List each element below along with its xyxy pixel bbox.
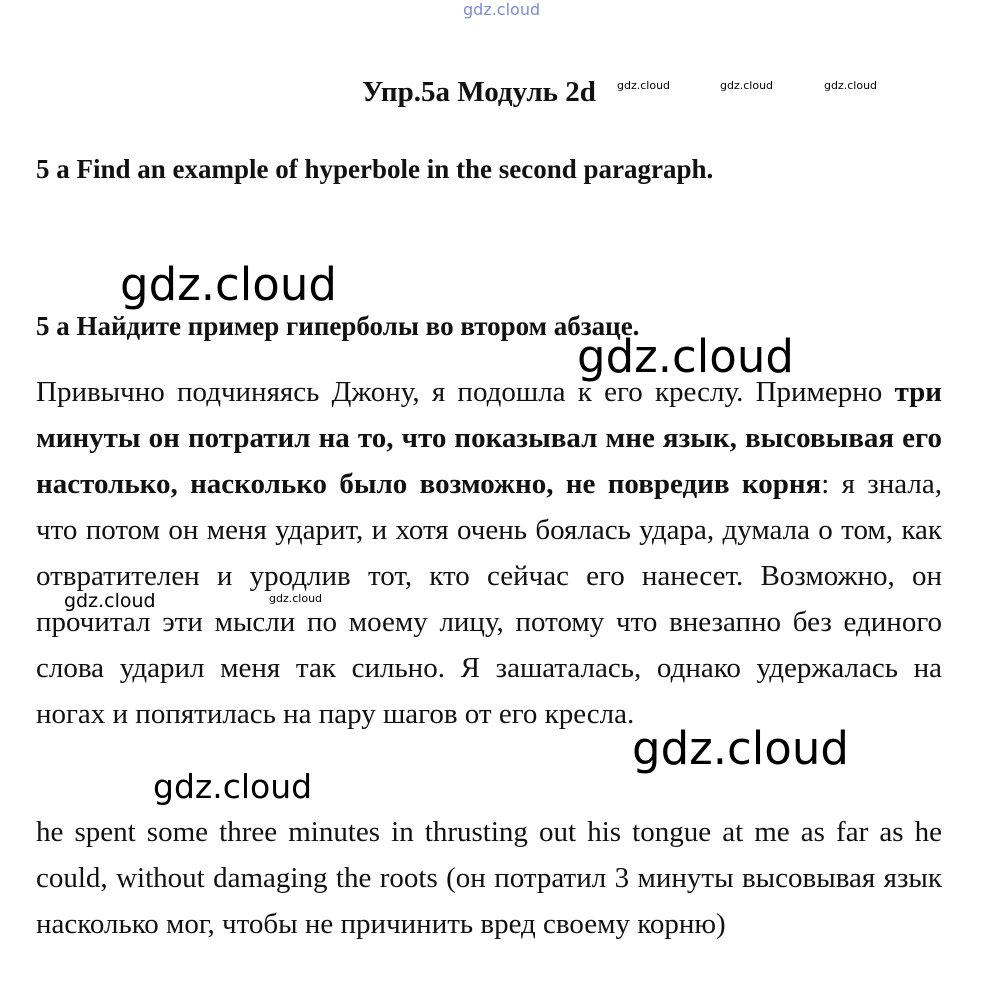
watermark-medium-2: gdz.cloud (153, 767, 313, 806)
task-russian: 5 а Найдите пример гиперболы во втором абзаце. (36, 311, 640, 341)
answer-russian-intro: Привычно подчиняясь Джону, я подошла к его креслу. Примерно (36, 376, 895, 408)
watermark-medium-1: gdz.cloud (64, 590, 156, 612)
watermark-small-1: gdz.cloud (617, 79, 671, 92)
watermark-small-2: gdz.cloud (720, 79, 774, 92)
answer-hyperbole-highlight: три минуты он потратил на то, что показывал мне язык, высовывая его настолько, насколько было возможно, не повредив корня (36, 376, 942, 500)
watermark-large-3: gdz.cloud (632, 722, 849, 775)
task-english: 5 a Find an example of hyperbole in the second paragraph. (36, 154, 714, 184)
answer-russian-rest: : я знала, что потом он меня ударит, и хотя очень боялась удара, думала о том, как отвратителен и уродлив тот, кто сейчас его нанесет. Возможно, он прочитал эти мысли по моему лицу, потому что внезапно без единого слова ударил меня так сильно. Я зашаталась, однако удержалась на ногах и попятилась на пару шагов от его кресла. (36, 468, 943, 730)
page-title: Упр.5а Модуль 2d (362, 76, 596, 108)
watermark-small-3: gdz.cloud (824, 79, 878, 92)
watermark-small-4: gdz.cloud (269, 592, 323, 605)
answer-russian-paragraph (36, 369, 942, 737)
watermark-large-1: gdz.cloud (120, 258, 337, 311)
answer-english-quote: he spent some three minutes in thrusting out his tongue at me as far as he could, without damaging the roots (он потратил 3 минуты высовывая язык насколько мог, чтобы не причинить вред своему корню) (36, 816, 942, 940)
watermark-top: gdz.cloud (463, 0, 541, 19)
watermark-large-2: gdz.cloud (577, 330, 794, 383)
